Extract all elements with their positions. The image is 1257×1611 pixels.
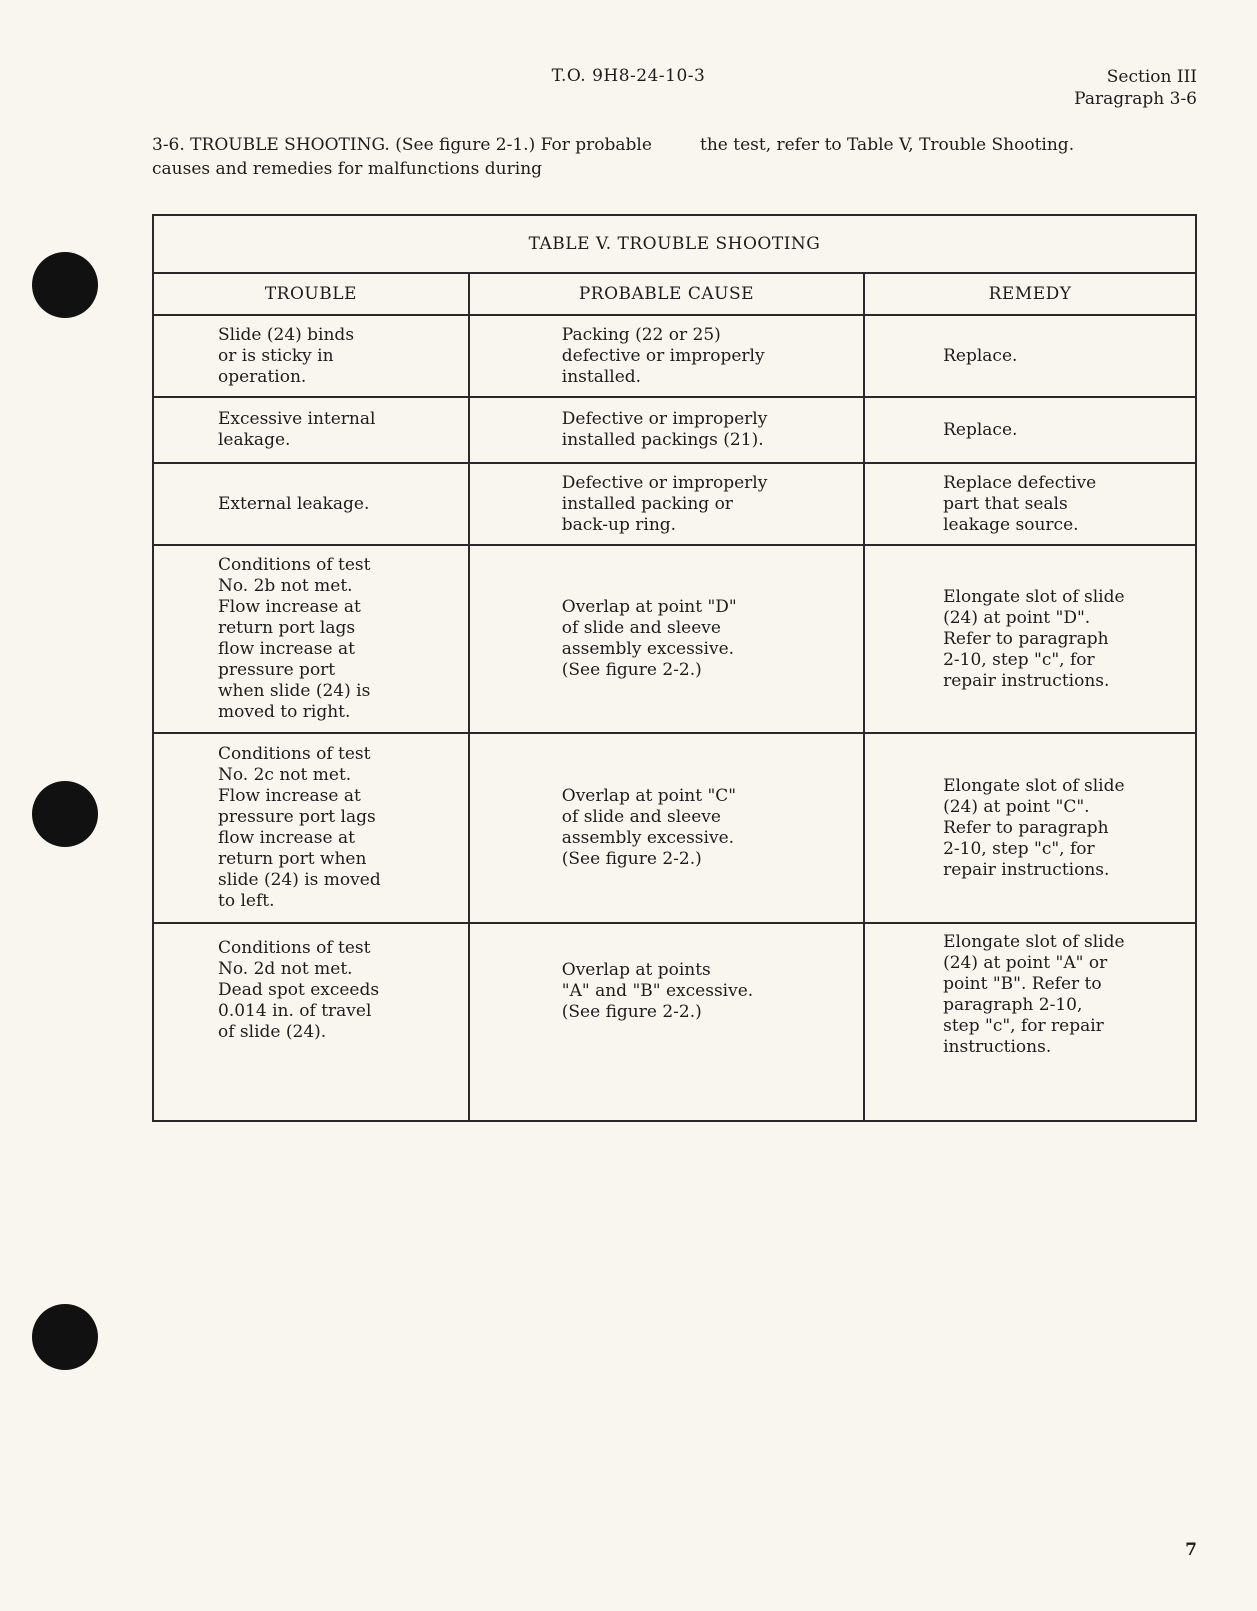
column-header-trouble: TROUBLE (153, 273, 469, 315)
trouble-cell: Conditions of test No. 2b not met. Flow increase at return port lags flow increase at pressure port when slide (24) is moved to right. (153, 545, 469, 733)
trouble-cell: Conditions of test No. 2d not met. Dead spot exceeds 0.014 in. of travel of slide (24). (153, 923, 469, 1121)
remedy-cell: Elongate slot of slide (24) at point "A" or point "B". Refer to paragraph 2-10, step "c", for repair instructions. (864, 923, 1196, 1121)
cause-cell: Defective or improperly installed packing or back-up ring. (469, 463, 864, 545)
remedy-cell: Replace defective part that seals leakage source. (864, 463, 1196, 545)
section-label: Section III (1106, 67, 1197, 87)
trouble-cell: Slide (24) binds or is sticky in operation. (153, 315, 469, 397)
cause-cell: Overlap at point "D" of slide and sleeve assembly excessive. (See figure 2-2.) (469, 545, 864, 733)
trouble-cell: Conditions of test No. 2c not met. Flow increase at pressure port lags flow increase at return port when slide (24) is moved to left. (153, 733, 469, 923)
table-row (153, 923, 1196, 1121)
cause-cell: Defective or improperly installed packings (21). (469, 397, 864, 463)
document-number: T.O. 9H8-24-10-3 (551, 66, 706, 86)
binder-hole-middle (32, 781, 98, 847)
table-row (153, 463, 1196, 545)
paragraph-label: Paragraph 3-6 (1074, 89, 1197, 109)
table-row (153, 733, 1196, 923)
cause-cell: Overlap at points "A" and "B" excessive. (See figure 2-2.) (469, 923, 864, 1121)
table-row (153, 545, 1196, 733)
column-header-remedy: REMEDY (864, 273, 1196, 315)
trouble-cell: Excessive internal leakage. (153, 397, 469, 463)
trouble-shooting-table (152, 214, 1197, 1122)
page-number: 7 (1185, 1540, 1197, 1560)
remedy-cell: Replace. (864, 315, 1196, 397)
remedy-cell: Elongate slot of slide (24) at point "C". Refer to paragraph 2-10, step "c", for repair instructions. (864, 733, 1196, 923)
table-title: TABLE V. TROUBLE SHOOTING (153, 215, 1196, 273)
column-header-probable-cause: PROBABLE CAUSE (469, 273, 864, 315)
binder-hole-bottom (32, 1304, 98, 1370)
section-reference (1074, 66, 1197, 110)
cause-cell: Packing (22 or 25) defective or improperly installed. (469, 315, 864, 397)
remedy-cell: Replace. (864, 397, 1196, 463)
intro-text-left: 3-6. TROUBLE SHOOTING. (See figure 2-1.) For probable causes and remedies for malfunctions during (152, 135, 652, 179)
table-row (153, 315, 1196, 397)
intro-text-right: the test, refer to Table V, Trouble Shooting. (700, 135, 1075, 155)
binder-hole-top (32, 252, 98, 318)
table-row (153, 397, 1196, 463)
remedy-cell: Elongate slot of slide (24) at point "D". Refer to paragraph 2-10, step "c", for repair instructions. (864, 545, 1196, 733)
trouble-cell: External leakage. (153, 463, 469, 545)
cause-cell: Overlap at point "C" of slide and sleeve assembly excessive. (See figure 2-2.) (469, 733, 864, 923)
